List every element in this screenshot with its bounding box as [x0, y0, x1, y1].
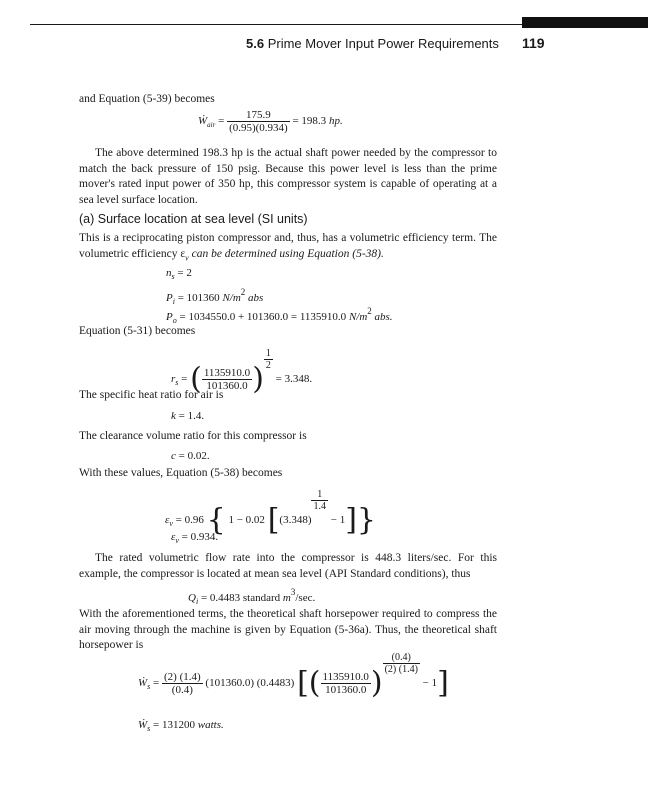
ev-result-subscript: v — [175, 536, 179, 546]
po-subscript: o — [172, 316, 177, 326]
rs-left-paren: ( — [190, 361, 202, 397]
qi-value: = 0.4483 standard — [200, 592, 281, 604]
rs-symbol: r — [171, 373, 176, 385]
subheading-sea-level: (a) Surface location at sea level (SI units) — [79, 212, 308, 226]
ws-result-subscript: s — [147, 724, 151, 734]
equation-ns — [166, 267, 192, 281]
ns-symbol: n — [166, 267, 172, 279]
qi-unit-exponent: 3 — [290, 587, 296, 597]
ws-right-bracket: ] — [437, 665, 449, 701]
po-unit-abs: abs. — [374, 311, 393, 323]
ev-exponent-numerator: 1 — [317, 489, 323, 500]
ev-result-value: = 0.934. — [181, 531, 219, 543]
ev-result-symbol: ε — [171, 531, 176, 543]
ev-right-bracket: ] — [345, 502, 357, 538]
ev-left-brace: { — [206, 502, 226, 538]
ws-left-bracket: [ — [297, 665, 309, 701]
pi-unit-abs: abs — [248, 292, 264, 304]
section-number: 5.6 — [246, 36, 265, 51]
equation-w-air: Ẇ$_{air}$ = $\frac{175.9}{(0.95)(0.934)}$ = 198.3 hp. — [198, 109, 343, 134]
rs-subscript: s — [175, 378, 179, 388]
ws-subscript: s — [147, 682, 151, 692]
ev-left-bracket: [ — [267, 502, 280, 538]
w-air-symbol: Ẇ — [198, 115, 208, 128]
pi-unit-exponent: 2 — [240, 287, 246, 297]
qi-subscript: i — [195, 597, 199, 607]
paragraph-2 — [79, 231, 497, 265]
k-symbol: k — [171, 410, 176, 422]
rs-exponent-denominator: 2 — [265, 360, 271, 371]
ws-right-paren: ) — [370, 665, 383, 701]
pi-subscript: i — [172, 297, 175, 307]
ws-result-unit: watts. — [197, 719, 224, 731]
ws-symbol: Ẇ — [138, 677, 148, 689]
po-symbol: P — [166, 311, 173, 323]
equation-ws-result — [138, 719, 224, 733]
ws-exponent-numerator: (0.4) — [391, 652, 411, 663]
ev-one-minus: 1 − 0.02 — [228, 514, 265, 526]
line-heat-ratio: The specific heat ratio for air is — [79, 389, 224, 401]
qi-unit: m — [282, 592, 291, 604]
rs-exponent-numerator: 1 — [265, 348, 271, 359]
ev-exponent — [311, 489, 328, 512]
equation-c — [171, 450, 210, 462]
equation-qi — [188, 587, 315, 606]
equation-w-s: Ẇ$_s$ = $\frac{(2) (1.4)}{(0.4)}$ (101360.0) (0.4483) [( $\frac{1135910.0}{101360.0}$ ) $\frac{(0.4)}{(2) (1.4)}$ − 1] — [138, 652, 449, 701]
po-value: = 1034550.0 + 101360.0 = 1135910.0 — [179, 311, 347, 323]
header-thick-bar — [522, 17, 648, 28]
po-unit: N/m — [348, 311, 368, 323]
rs-result: = 3.348. — [275, 373, 313, 385]
ws-inner-fraction — [321, 671, 371, 696]
equation-rs: $r_s$ = ( $\frac{1135910.0}{101360.0}$ ) $\frac{1}{2}$ = 3.348. — [171, 348, 313, 397]
ns-value: = 2 — [177, 267, 192, 279]
ws-exponent-denominator: (2) (1.4) — [384, 664, 418, 675]
epsilon-subscript: v — [185, 252, 189, 262]
ws-minus-one: − 1 — [422, 677, 438, 689]
ns-subscript: s — [171, 272, 175, 282]
line-with-values: With these values, Equation (5-38) becomes — [79, 467, 283, 479]
w-air-fraction — [227, 109, 290, 134]
ws-exponent — [383, 652, 420, 675]
w-air-result: = 198.3 — [292, 115, 327, 128]
pi-symbol: P — [166, 292, 173, 304]
ev-right-brace: } — [356, 502, 377, 538]
paragraph-2-text: This is a reciprocating piston compressor and, thus, has a volumetric efficiency term. The volumetric efficiency ε — [79, 232, 497, 260]
w-air-denominator: (0.95)(0.934) — [229, 122, 288, 134]
rs-exponent — [264, 348, 273, 371]
ws-inner-denominator: 101360.0 — [321, 683, 371, 696]
rs-right-paren: ) — [252, 361, 264, 397]
c-value: = 0.02. — [178, 450, 210, 462]
ev-minus-one: − 1 — [330, 514, 346, 526]
rs-denominator: 101360.0 — [202, 379, 252, 392]
ws-result-symbol: Ẇ — [138, 719, 148, 731]
ev-exponent-denominator: 1.4 — [313, 501, 326, 512]
w-air-unit: hp. — [328, 115, 343, 128]
po-unit-exponent: 2 — [367, 306, 372, 316]
ws-middle-terms: (101360.0) (0.4483) — [205, 677, 295, 689]
ev-base: (3.348) — [279, 514, 312, 526]
ev-symbol: ε — [165, 514, 170, 526]
rs-numerator: 1135910.0 — [203, 366, 251, 379]
pi-unit: N/m — [222, 292, 241, 304]
line-clearance: The clearance volume ratio for this compressor is — [79, 430, 307, 442]
equation-ev-result — [171, 531, 218, 545]
ws-result-value: = 131200 — [153, 719, 196, 731]
paragraph-3: The rated volumetric flow rate into the compressor is 448.3 liters/sec. For this example, the compressor is located at mean sea level (API Standard conditions), thus — [79, 552, 497, 580]
paragraph-4: With the aforementioned terms, the theoretical shaft horsepower required to compress the air moving through the machine is given by Equation (5-36a). Thus, the theoretical shaft horsepower is — [79, 608, 497, 651]
pi-value: = 101360 — [177, 292, 220, 304]
c-symbol: c — [171, 450, 176, 462]
k-value: = 1.4. — [178, 410, 205, 422]
w-air-subscript: air — [207, 121, 216, 130]
paragraph-2-italic: can be determined using Equation (5-38). — [188, 247, 384, 260]
qi-unit-rest: /sec. — [295, 592, 316, 604]
ws-fraction — [162, 671, 203, 696]
running-head — [246, 36, 499, 51]
equation-po — [166, 306, 393, 325]
ws-fraction-numerator: (2) (1.4) — [164, 670, 201, 683]
section-title: Prime Mover Input Power Requirements — [267, 36, 499, 51]
equation-pi — [166, 287, 263, 306]
ws-left-paren: ( — [308, 665, 321, 701]
page-number: 119 — [522, 35, 545, 51]
paragraph-1: The above determined 198.3 hp is the actual shaft power needed by the compressor to match the back pressure of 150 psig. Because this power level is less than the prime mover's rated input power of 350 hp, this compressor system is capable of operating at a sea level surface location. — [79, 147, 497, 206]
ev-coefficient: = 0.96 — [175, 514, 204, 526]
ev-subscript: v — [169, 519, 173, 529]
equation-k — [171, 410, 204, 422]
qi-symbol: Q — [188, 592, 196, 604]
intro-line: and Equation (5-39) becomes — [79, 93, 215, 105]
ws-inner-numerator: 1135910.0 — [322, 670, 369, 683]
ws-fraction-denominator: (0.4) — [162, 683, 203, 696]
w-air-numerator: 175.9 — [246, 109, 271, 121]
line-eq-531: Equation (5-31) becomes — [79, 325, 196, 337]
